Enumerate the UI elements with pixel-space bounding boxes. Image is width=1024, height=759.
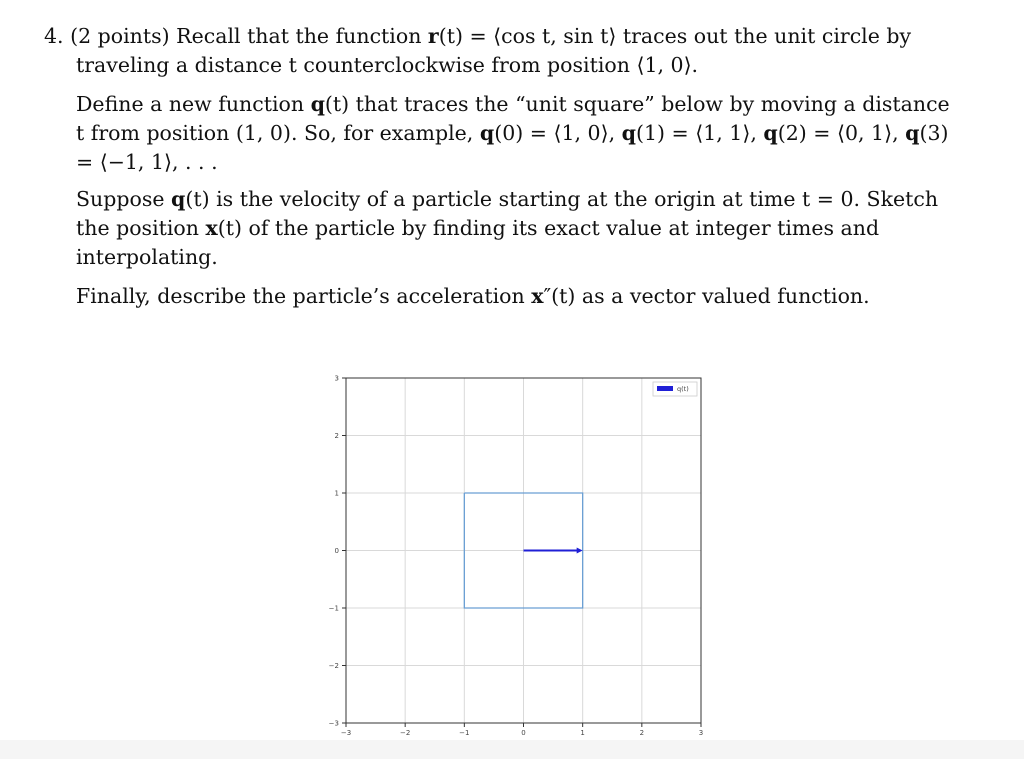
x-symbol: x [205, 216, 218, 240]
text: (t) that traces the “unit square” below by moving a distance t from position (1, 0). So, for example, [76, 92, 950, 145]
text: (1) = ⟨1, 1⟩, [635, 121, 764, 145]
text: Finally, describe the particle’s acceleration [76, 284, 532, 308]
problem-number: 4. [44, 24, 64, 48]
text: (0) = ⟨1, 0⟩, [494, 121, 622, 145]
paragraph-suppose [44, 185, 964, 272]
footer-strip [0, 740, 1024, 759]
x-symbol: x [531, 284, 544, 308]
text: (t) = ⟨cos t, sin t⟩ traces out the unit circle by traveling a distance t counterclockwise from position ⟨1, 0⟩. [76, 24, 912, 77]
q-symbol: q [171, 187, 186, 211]
y-tick-label: −2 [328, 662, 339, 670]
x-tick-label: 3 [698, 729, 704, 737]
y-tick-label: 1 [334, 489, 339, 498]
paragraph-finally [44, 282, 964, 311]
y-tick-label: −3 [328, 719, 339, 728]
y-tick-label: 2 [334, 432, 339, 440]
x-tick-label: 0 [521, 729, 526, 737]
x-tick-label: −2 [400, 729, 411, 737]
r-symbol: r [427, 24, 439, 48]
problem-text [44, 22, 964, 311]
velocity-vector-arrowhead [577, 548, 583, 554]
y-tick-label: 0 [334, 547, 339, 555]
legend-label: q(t) [677, 385, 689, 393]
q-symbol: q [621, 121, 636, 145]
q-symbol: q [479, 121, 495, 145]
text: (t) is the velocity of a particle starting at the origin at time t = 0. Sketch the position [76, 187, 939, 240]
legend-swatch [657, 386, 673, 391]
text: Suppose [76, 187, 172, 211]
x-tick-label: −1 [459, 729, 470, 737]
problem-points: (2 points) [70, 24, 170, 48]
unit-square-plot [320, 370, 720, 740]
q-symbol: q [310, 92, 325, 116]
y-tick-label: 3 [334, 374, 339, 383]
paragraph-intro [44, 22, 964, 80]
x-tick-label: −3 [340, 729, 352, 737]
x-tick-label: 1 [580, 729, 585, 737]
text: Recall that the function [176, 24, 428, 48]
x-tick-label: 2 [639, 729, 645, 737]
q-symbol: q [763, 121, 778, 145]
paragraph-define [44, 90, 964, 177]
text: Define a new function [76, 92, 311, 116]
text: (3) = ⟨−1, 1⟩, . . . [76, 121, 949, 174]
y-tick-label: −1 [328, 604, 339, 613]
q-symbol: q [905, 121, 920, 145]
text: (2) = ⟨0, 1⟩, [777, 121, 906, 145]
text: (t) of the particle by finding its exact value at integer times and interpolating. [76, 216, 880, 269]
text: ″(t) as a vector valued function. [543, 284, 870, 308]
